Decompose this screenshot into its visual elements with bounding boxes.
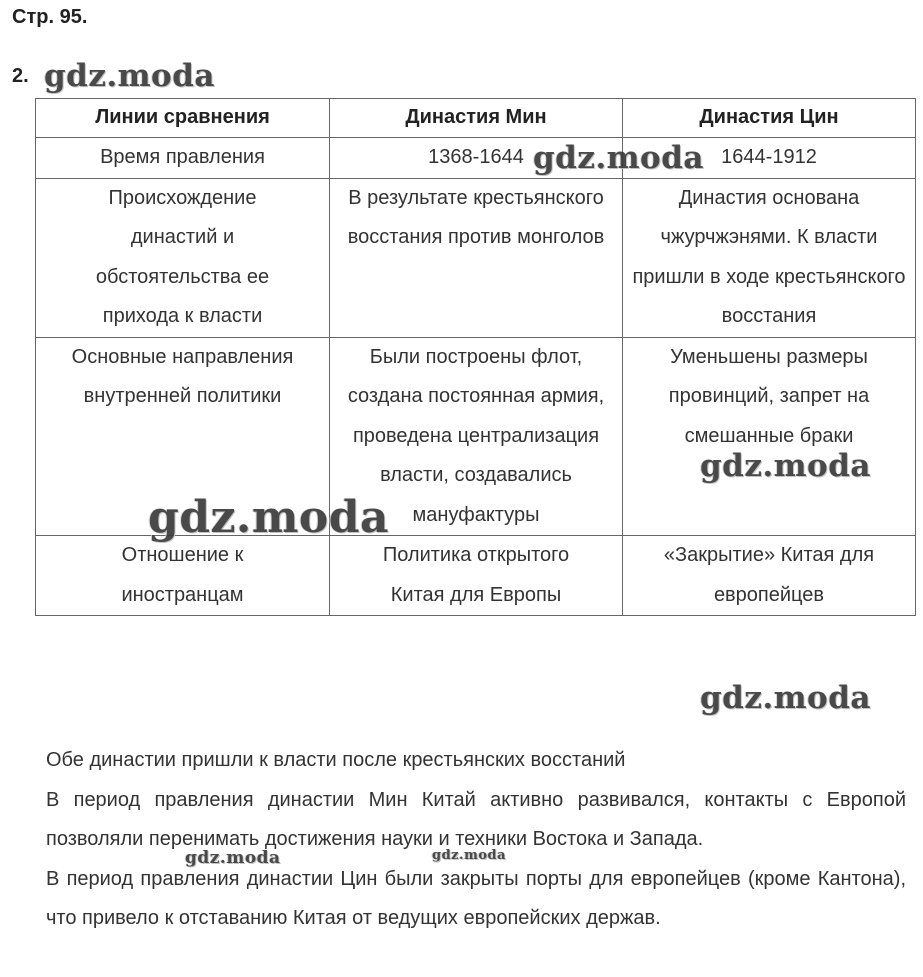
page-reference: Стр. 95.	[12, 6, 88, 28]
table-row	[36, 138, 916, 179]
watermark: gdz.moda	[148, 492, 390, 543]
summary-paragraph: Обе династии пришли к власти после крестьянских восстаний	[46, 749, 626, 771]
cell-ming: Были построены флот, создана постоянная армия, проведена централизация власти, создавались мануфактуры	[330, 337, 623, 536]
cell-ming: 1368-1644	[330, 138, 623, 179]
watermark: gdz.moda	[185, 848, 281, 868]
cell-ming: В результате крестьянского восстания против монголов	[330, 178, 623, 337]
cell-criterion: Отношение к иностранцам	[36, 536, 330, 616]
cell-ming: Политика открытого Китая для Европы	[330, 536, 623, 616]
summary-text	[46, 741, 906, 939]
summary-paragraph: В период правления династии Цин были закрыты порты для европейцев (кроме Кантона), что привело к отставанию Китая от ведущих европейских держав.	[46, 867, 906, 929]
table-header-row	[36, 99, 916, 138]
watermark: gdz.moda	[432, 848, 507, 863]
cell-criterion: Время правления	[36, 138, 330, 179]
table-row	[36, 536, 916, 616]
cell-criterion: Основные направления внутренней политики	[36, 337, 330, 536]
header-qing: Династия Цин	[623, 99, 916, 138]
watermark: gdz.moda	[533, 140, 704, 176]
watermark: gdz.moda	[700, 448, 871, 484]
cell-qing: Династия основана чжурчжэнями. К власти пришли в ходе крестьянского восстания	[623, 178, 916, 337]
watermark: gdz.moda	[44, 58, 215, 94]
cell-qing: «Закрытие» Китая для европейцев	[623, 536, 916, 616]
summary-paragraph: В период правления династии Мин Китай активно развивался, контакты с Европой позволяли перенимать достижения науки и техники Востока и Запада.	[46, 788, 906, 850]
table-row	[36, 178, 916, 337]
watermark: gdz.moda	[700, 680, 871, 716]
header-ming: Династия Мин	[330, 99, 623, 138]
cell-qing: 1644-1912	[623, 138, 916, 179]
cell-qing: Уменьшены размеры провинций, запрет на смешанные браки	[623, 337, 916, 536]
header-criterion: Линии сравнения	[36, 99, 330, 138]
task-number: 2.	[12, 65, 29, 87]
cell-criterion: Происхождение династий и обстоятельства ее прихода к власти	[36, 178, 330, 337]
